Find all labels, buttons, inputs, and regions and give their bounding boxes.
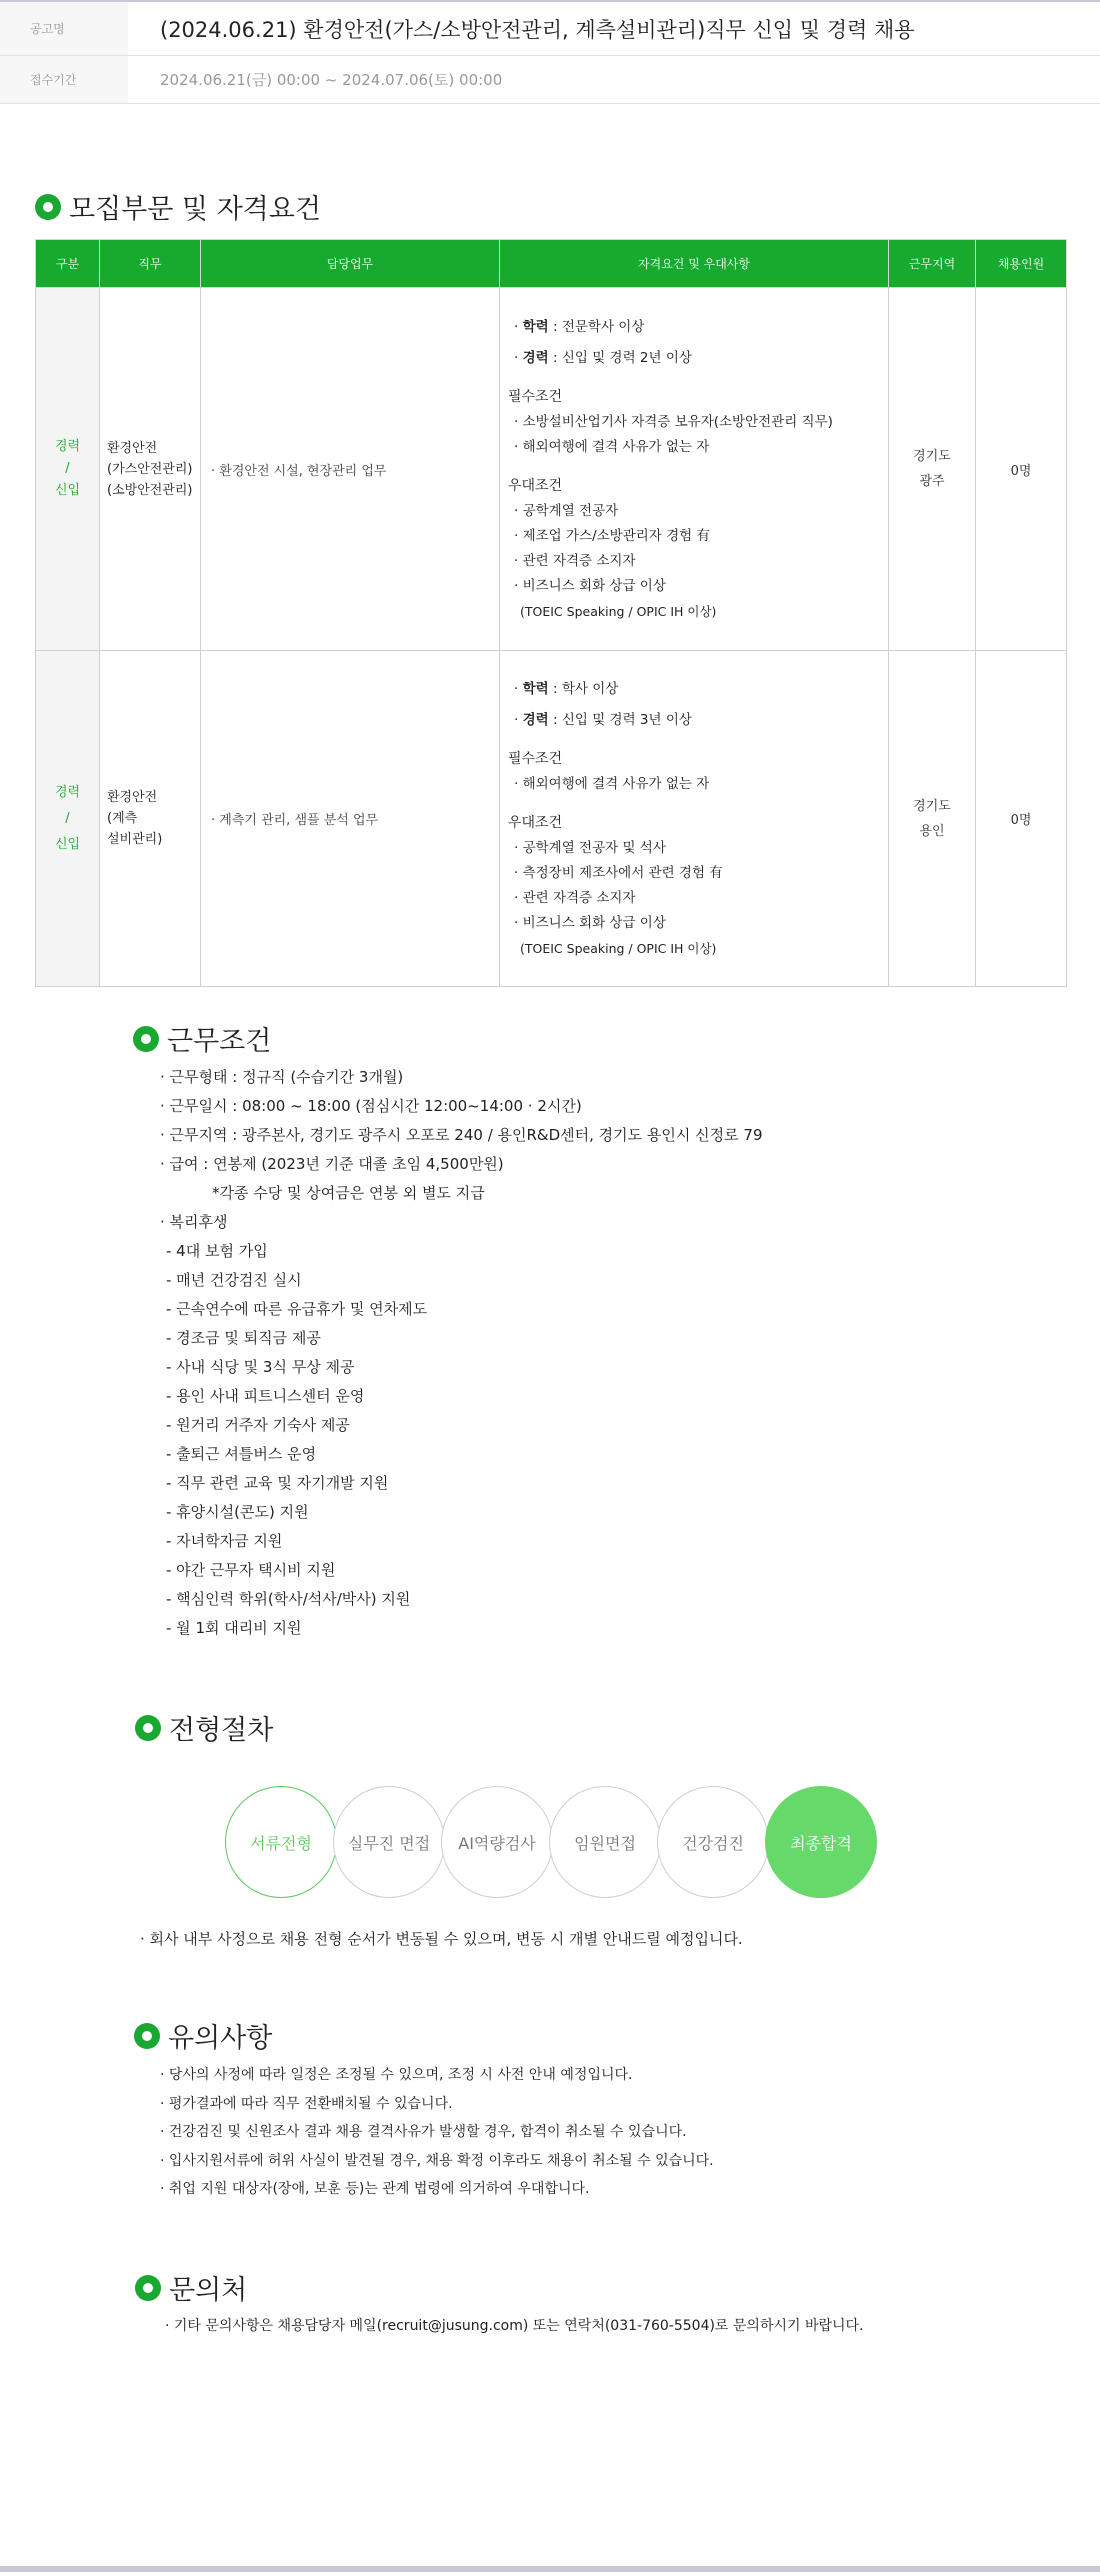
list-item: - 용인 사내 피트니스센터 운영 [166,1387,365,1405]
step-document-screening: 서류전형 [225,1786,337,1898]
section-caution-title: 유의사항 [168,2023,273,2054]
conditions-list [160,1063,763,1643]
th-gubun: 구분 [36,240,100,288]
table-row [36,288,1067,651]
list-item: - 야간 근무자 택시비 지원 [166,1561,336,1579]
list-item: - 직무 관련 교육 및 자기개발 지원 [166,1474,389,1492]
caution-list [160,2061,714,2204]
th-duty: 담당업무 [201,240,500,288]
list-item: *각종 수당 및 상여금은 연봉 외 별도 지급 [212,1184,485,1202]
list-item: · 당사의 사정에 따라 일정은 조정될 수 있으며, 조정 시 사전 안내 예정입니다. [160,2067,633,2083]
section-recruit-title: 모집부문 및 자격요건 [69,194,321,225]
notice-title-row [0,2,1100,56]
cell-location: 경기도 광주 [889,288,976,651]
list-item: · 근무형태 : 정규직 (수습기간 3개월) [160,1068,404,1086]
section-process-title: 전형절차 [169,1715,274,1746]
cell-count: 0명 [976,651,1067,987]
list-item: - 사내 식당 및 3식 무상 제공 [166,1358,355,1376]
step-final-pass: 최종합격 [765,1786,877,1898]
cell-job: 환경안전 (가스안전관리) (소방안전관리) [100,288,201,651]
list-item: - 휴양시설(콘도) 지원 [166,1503,309,1521]
cell-gubun: 경력 / 신입 [36,288,100,651]
bullet-circle-icon [35,194,61,220]
list-item: · 복리후생 [160,1213,228,1231]
table-row [36,651,1067,987]
step-ai-assessment: AI역량검사 [441,1786,553,1898]
notice-period-label: 접수기간 [0,56,128,103]
process-steps [225,1786,873,1898]
cell-gubun: 경력 / 신입 [36,651,100,987]
th-count: 채용인원 [976,240,1067,288]
notice-period-row [0,56,1100,104]
list-item: - 매년 건강검진 실시 [166,1271,302,1289]
list-item: - 출퇴근 셔틀버스 운영 [166,1445,317,1463]
contact-line: · 기타 문의사항은 채용담당자 메일(recruit@jusung.com) 또는 연락처(031-760-5504)로 문의하시기 바랍니다. [165,2318,864,2334]
list-item: - 4대 보험 가입 [166,1242,268,1260]
section-caution-header [134,2016,272,2055]
process-note: · 회사 내부 사정으로 채용 전형 순서가 변동될 수 있으며, 변동 시 개별 안내드릴 예정입니다. [140,1930,743,1948]
bottom-border [0,2566,1100,2572]
bullet-circle-icon [135,1715,161,1741]
section-process-header [135,1708,273,1747]
bullet-circle-icon [134,2023,160,2049]
list-item: - 자녀학자금 지원 [166,1532,283,1550]
list-item: · 평가결과에 따라 직무 전환배치될 수 있습니다. [160,2095,453,2112]
section-conditions-header [133,1019,271,1058]
list-item: · 근무일시 : 08:00 ~ 18:00 (점심시간 12:00~14:00 · 2시간) [160,1097,582,1115]
cell-duty: · 계측기 관리, 샘플 분석 업무 [201,651,500,987]
step-health-check: 건강검진 [657,1786,769,1898]
notice-title-label: 공고명 [0,2,128,55]
list-item: - 근속연수에 따른 유급휴가 및 연차제도 [166,1300,428,1318]
list-item: - 경조금 및 퇴직금 제공 [166,1329,321,1347]
list-item: - 핵심인력 학위(학사/석사/박사) 지원 [166,1590,411,1608]
contact-text [165,2312,864,2341]
th-location: 근무지역 [889,240,976,288]
section-contact-header [135,2268,247,2307]
step-executive-interview: 임원면접 [549,1786,661,1898]
cell-location: 경기도 용인 [889,651,976,987]
cell-qualification: · 학력 : 학사 이상 · 경력 : 신입 및 경력 3년 이상 필수조건 · 해외여행에 결격 사유가 없는 자 우대조건 · 공학계열 전공자 및 석사 · 측정장비 제조사에서 관련 경험 有 · 관련 자격증 소지자 · 비즈니스 회화 상급 이상 (TOEIC Speaking / OPIC IH 이상) [500,651,889,987]
th-qualification: 자격요건 및 우대사항 [500,240,889,288]
list-item: - 원거리 거주자 기숙사 제공 [166,1416,350,1434]
bullet-circle-icon [133,1026,159,1052]
notice-title: (2024.06.21) 환경안전(가스/소방안전관리, 계측설비관리)직무 신입 및 경력 채용 [160,17,915,42]
section-conditions-title: 근무조건 [167,1026,272,1057]
section-recruit-header [35,187,321,226]
list-item: · 취업 지원 대상자(장애, 보훈 등)는 관계 법령에 의거하여 우대합니다. [160,2181,590,2197]
section-contact-title: 문의처 [169,2275,248,2306]
table-header-row [36,240,1067,288]
list-item: · 입사지원서류에 허위 사실이 발견될 경우, 채용 확정 이후라도 채용이 취소될 수 있습니다. [160,2152,714,2169]
recruit-table [35,239,1067,987]
bullet-circle-icon [135,2275,161,2301]
th-job: 직무 [100,240,201,288]
cell-duty: · 환경안전 시설, 현장관리 업무 [201,288,500,651]
cell-job: 환경안전 (계측 설비관리) [100,651,201,987]
cell-count: 0명 [976,288,1067,651]
list-item: · 건강검진 및 신원조사 결과 채용 결격사유가 발생할 경우, 합격이 취소될 수 있습니다. [160,2124,687,2140]
cell-qualification: · 학력 : 전문학사 이상 · 경력 : 신입 및 경력 2년 이상 필수조건 · 소방설비산업기사 자격증 보유자(소방안전관리 직무) · 해외여행에 결격 사유가 없는 자 우대조건 · 공학계열 전공자 · 제조업 가스/소방관리자 경험 有 · 관련 자격증 소지자 · 비즈니스 회화 상급 이상 (TOEIC Speaking / OPIC IH 이상) [500,288,889,651]
list-item: · 근무지역 : 광주본사, 경기도 광주시 오포로 240 / 용인R&D센터, 경기도 용인시 신정로 79 [160,1126,763,1144]
step-practical-interview: 실무진 면접 [333,1786,445,1898]
list-item: · 급여 : 연봉제 (2023년 기준 대졸 초임 4,500만원) [160,1155,504,1173]
list-item: - 월 1회 대리비 지원 [166,1619,302,1637]
notice-info [0,2,1100,104]
notice-period: 2024.06.21(금) 00:00 ~ 2024.07.06(토) 00:00 [160,71,503,89]
